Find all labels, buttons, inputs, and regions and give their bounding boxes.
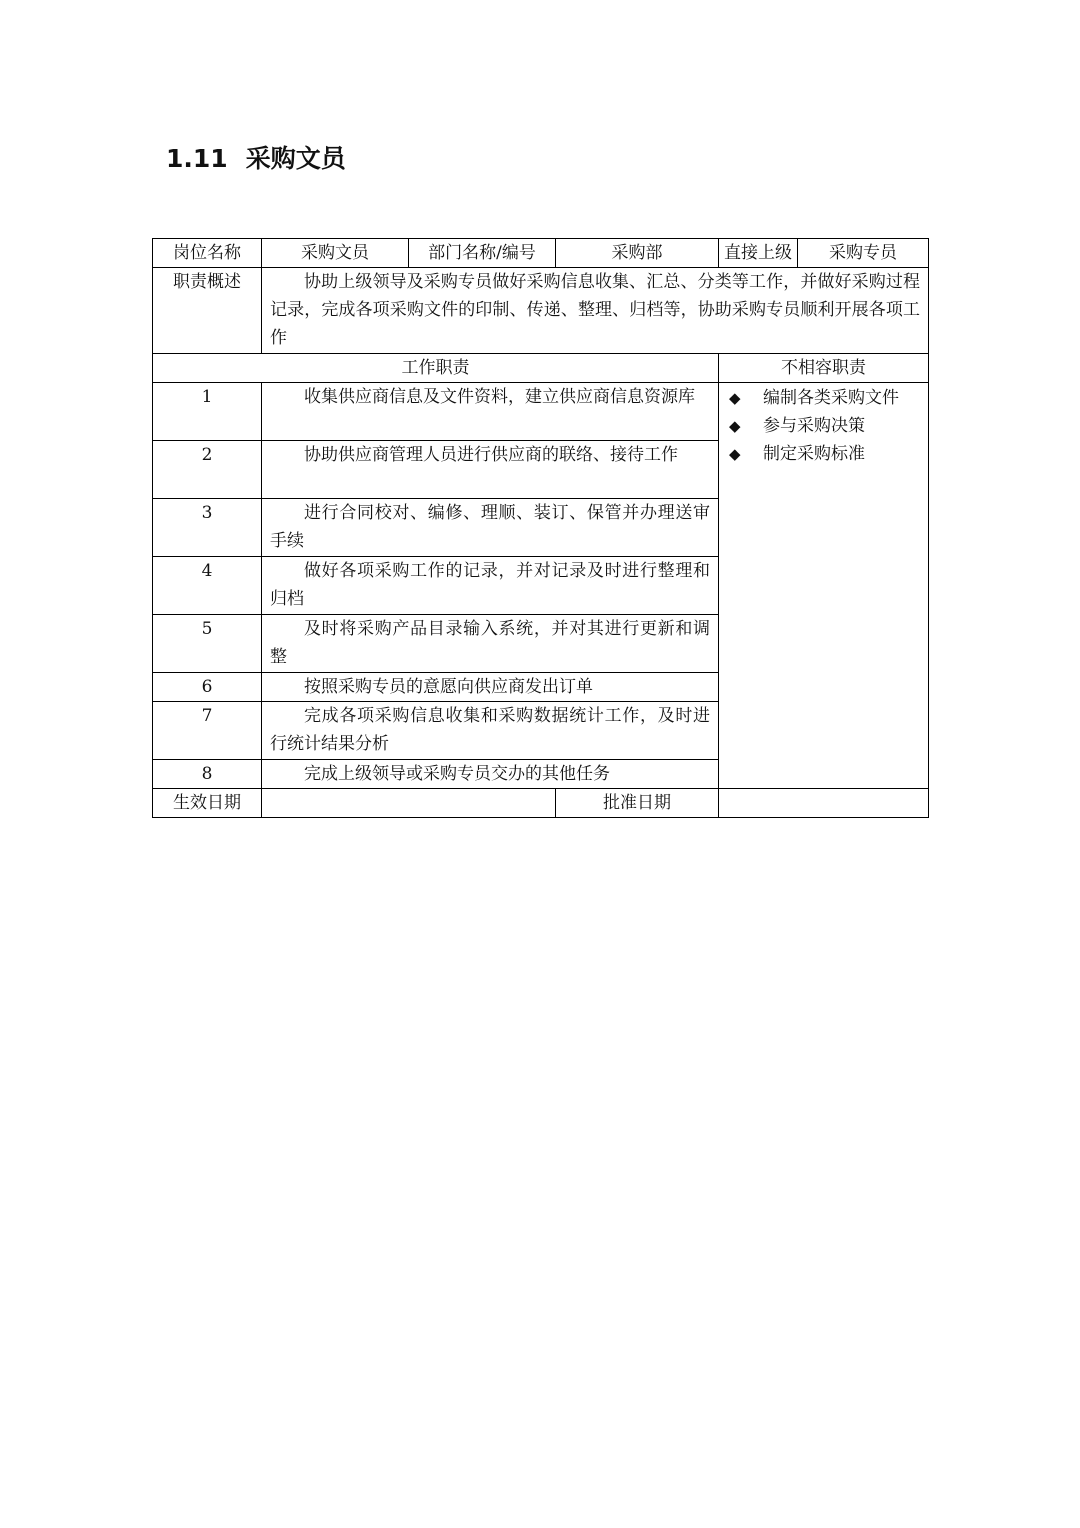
diamond-bullet-icon: ◆ xyxy=(729,417,741,435)
header-row xyxy=(153,239,929,268)
duty-number: 2 xyxy=(153,441,262,499)
superior-label: 直接上级 xyxy=(719,239,798,268)
duty-number: 5 xyxy=(153,615,262,673)
summary-text: 协助上级领导及采购专员做好采购信息收集、汇总、分类等工作，并做好采购过程记录，完成各项采购文件的印制、传递、整理、归档等，协助采购专员顺利开展各项工作 xyxy=(262,268,929,354)
section-title: 采购文员 xyxy=(245,144,346,173)
duty-number: 1 xyxy=(153,383,262,441)
duty-text: 及时将采购产品目录输入系统，并对其进行更新和调整 xyxy=(262,615,719,673)
summary-label: 职责概述 xyxy=(153,268,262,354)
duty-text: 收集供应商信息及文件资料，建立供应商信息资源库 xyxy=(262,383,719,441)
duty-number: 3 xyxy=(153,499,262,557)
duty-number: 7 xyxy=(153,702,262,760)
diamond-bullet-icon: ◆ xyxy=(729,445,741,463)
job-description-table xyxy=(152,238,929,818)
duty-text: 协助供应商管理人员进行供应商的联络、接待工作 xyxy=(262,441,719,499)
approval-date-label: 批准日期 xyxy=(556,789,719,818)
duty-number: 8 xyxy=(153,760,262,789)
section-header-row xyxy=(153,354,929,383)
duty-text: 完成上级领导或采购专员交办的其他任务 xyxy=(262,760,719,789)
department-label: 部门名称/编号 xyxy=(409,239,556,268)
footer-row xyxy=(153,789,929,818)
incompatible-item: ◆ 编制各类采购文件 xyxy=(727,385,920,411)
approval-date-value xyxy=(719,789,929,818)
incompatible-list xyxy=(727,385,920,467)
duties-header: 工作职责 xyxy=(153,354,719,383)
superior-value: 采购专员 xyxy=(798,239,929,268)
duty-number: 4 xyxy=(153,557,262,615)
incompatible-duties-cell xyxy=(719,383,929,789)
duty-text: 做好各项采购工作的记录，并对记录及时进行整理和归档 xyxy=(262,557,719,615)
section-heading xyxy=(166,142,346,176)
section-number: 1.11 xyxy=(166,144,228,173)
incompatible-item: ◆ 参与采购决策 xyxy=(727,413,920,439)
position-value: 采购文员 xyxy=(262,239,409,268)
duty-text: 按照采购专员的意愿向供应商发出订单 xyxy=(262,673,719,702)
department-value: 采购部 xyxy=(556,239,719,268)
duty-row xyxy=(153,383,929,441)
effective-date-value xyxy=(262,789,556,818)
incompatible-item: ◆ 制定采购标准 xyxy=(727,441,920,467)
effective-date-label: 生效日期 xyxy=(153,789,262,818)
duty-text: 完成各项采购信息收集和采购数据统计工作，及时进行统计结果分析 xyxy=(262,702,719,760)
summary-row xyxy=(153,268,929,354)
duty-number: 6 xyxy=(153,673,262,702)
incompatible-header: 不相容职责 xyxy=(719,354,929,383)
duty-text: 进行合同校对、编修、理顺、装订、保管并办理送审手续 xyxy=(262,499,719,557)
diamond-bullet-icon: ◆ xyxy=(729,389,741,407)
position-label: 岗位名称 xyxy=(153,239,262,268)
